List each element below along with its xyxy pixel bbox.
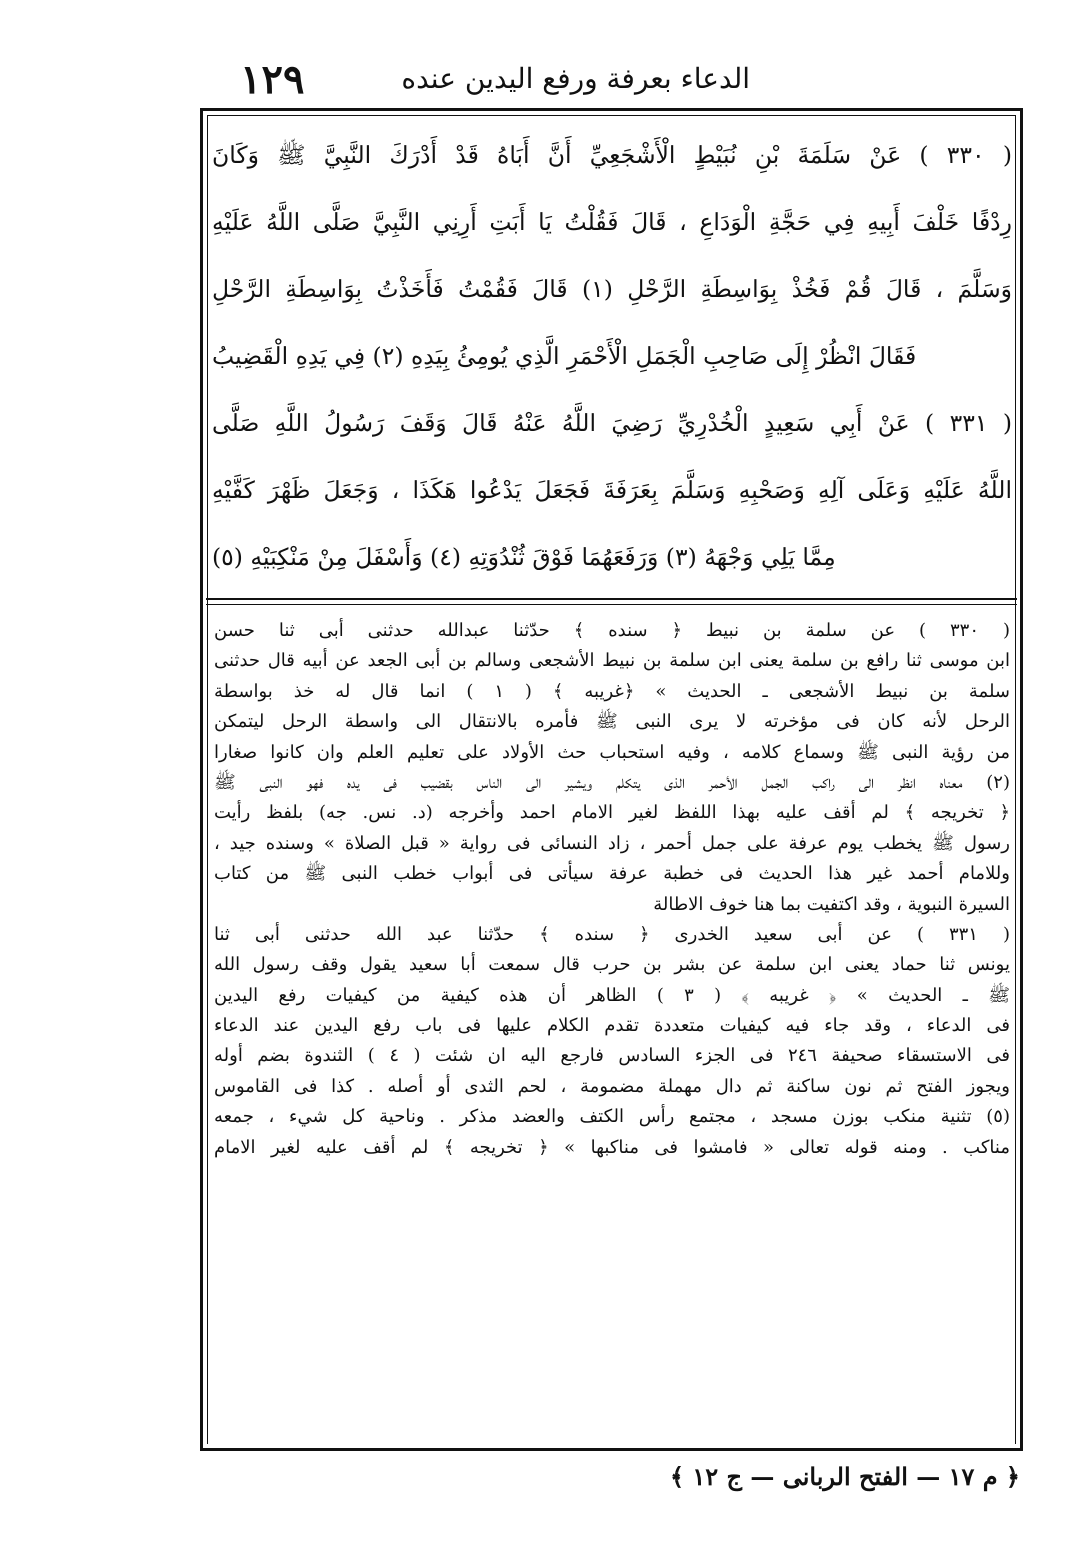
section-divider bbox=[206, 598, 1017, 600]
commentary-line: ﷺ ـ الحديث » ﴿ غريبه ﴾ ( ٣ ) الظاهر أن هذه كيفية من كيفيات رفع اليدين bbox=[214, 984, 1010, 1006]
commentary-line: سلمة بن نبيط الأشجعى ـ الحديث » ﴿غريبه ﴾ ( ١ ) انما قال له خذ بواسطة bbox=[214, 680, 1010, 702]
hadith-line: اللَّهُ عَلَيْهِ وَعَلَى آلِهِ وَصَحْبِهِ وَسَلَّمَ بِعَرَفَةَ فَجَعَلَ يَدْعُوا هَكَذَا ، وَجَعَلَ ظَهْرَ كَفَّيْهِ bbox=[212, 476, 1012, 504]
section-divider-thin bbox=[206, 604, 1017, 605]
commentary-line: ويجوز الفتح ثم نون ساكنة ثم دال مهملة مضمومة ، لحم الثدى أو أصله . كذا فى القاموس bbox=[214, 1075, 1010, 1097]
page-number: ١٢٩ bbox=[240, 56, 305, 103]
page-header bbox=[200, 52, 1030, 112]
commentary-line: ( ٣٣١ ) عن أبى سعيد الخدرى ﴿ سنده ﴾ حدّثنا عبد الله حدثنى أبى ثنا bbox=[214, 923, 1010, 945]
hadith-line: رِدْفًا خَلْفَ أَبِيهِ فِي حَجَّةِ الْوَدَاعِ ، قَالَ فَقُلْتُ يَا أَبَتِ أَرِنِي النَّبِيَّ صَلَّى اللَّهُ عَلَيْهِ bbox=[212, 208, 1012, 236]
commentary-line: (٢) معناه انظر الى راكب الجمل الأحمر الذى يتكلم ويشير الى الناس بقضيب فى يده فهو النبى ﷺ bbox=[214, 771, 1010, 793]
commentary-line: رسول ﷺ يخطب يوم عرفة على جمل أحمر ، زاد النسائى فى رواية « قبل الصلاة » وسنده جيد ، bbox=[214, 832, 1010, 854]
commentary-line: ابن موسى ثنا رافع بن سلمة يعنى ابن سلمة بن نبيط الأشجعى وسالم بن أبى الجعد عن أبيه قال حدثنى bbox=[214, 650, 1010, 672]
commentary-line: ( ٣٣٠ ) عن سلمة بن نبيط ﴿ سنده ﴾ حدّثنا عبدالله حدثنى أبى ثنا حسن bbox=[214, 620, 1010, 641]
commentary-line: فى الاستسقاء صحيفة ٢٤٦ فى الجزء السادس فارجع اليه ان شئت ( ٤ ) الثندوة بضم أوله bbox=[214, 1045, 1010, 1067]
hadith-line: ( ٣٣١ ) عَنْ أَبِي سَعِيدٍ الْخُدْرِيِّ رَضِيَ اللَّهُ عَنْهُ قَالَ وَقَفَ رَسُولُ اللَّهِ صَلَّى bbox=[212, 409, 1012, 437]
hadith-line: وَسَلَّمَ ، قَالَ قُمْ فَخُذْ بِوَاسِطَةِ الرَّحْلِ (١) قَالَ فَقُمْتُ فَأَخَذْتُ بِوَاسِطَةِ الرَّحْلِ bbox=[212, 275, 1012, 303]
running-title: الدعاء بعرفة ورفع اليدين عنده bbox=[401, 62, 750, 95]
hadith-line: مِمَّا يَلِي وَجْهَهُ (٣) وَرَفَعَهُمَا فَوْقَ ثُنْدُوَتِهِ (٤) وَأَسْفَلَ مِنْ مَنْكِبَيْهِ (٥) bbox=[212, 543, 836, 571]
commentary-line: يونس ثنا حماد يعنى ابن سلمة عن بشر بن حرب قال سمعت أبا سعيد يقول وقف رسول الله bbox=[214, 954, 1010, 976]
commentary-line: السيرة النبوية ، وقد اكتفيت بما هنا خوف الاطالة bbox=[653, 893, 1010, 915]
hadith-line: فَقَالَ انْظُرْ إِلَى صَاحِبِ الْجَمَلِ الْأَحْمَرِ الَّذِي يُومِئُ بِيَدِهِ (٢) فِي يَدِهِ الْقَضِيبُ bbox=[212, 342, 917, 370]
commentary-line: (٥) تثنية منكب بوزن مسجد ، مجتمع رأس الكتف والعضد مذكر . وناحية كل شيء ، جمعه bbox=[214, 1106, 1010, 1128]
commentary-line: مناكب . ومنه قوله تعالى « فامشوا فى مناكبها » ﴿ تخريجه ﴾ لم أقف عليه لغير الامام bbox=[214, 1136, 1010, 1158]
page-signature: ﴿ م ١٧ — الفتح الربانى — ج ١٢ ﴾ bbox=[669, 1462, 1020, 1491]
commentary-line: الرحل لأنه كان فى مؤخرته لا يرى النبى ﷺ فأمره بالانتقال الى واسطة الرحل ليتمكن bbox=[214, 711, 1010, 733]
commentary-line: ﴿ تخريجه ﴾ لم أقف عليه بهذا اللفظ لغير الامام احمد وأخرجه (د. نس. جه) بلفظ رأيت bbox=[214, 802, 1010, 824]
commentary-line: من رؤية النبى ﷺ وسماع كلامه ، وفيه استحباب حث الأولاد على تعليم العلم وان كانوا صغارا bbox=[214, 741, 1010, 763]
commentary-line: وللامام أحمد غير هذا الحديث فى خطبة عرفة سيأتى فى أبواب خطب النبى ﷺ من كتاب bbox=[214, 863, 1010, 885]
hadith-text bbox=[212, 122, 1012, 592]
commentary-line: فى الدعاء ، وقد جاء فيه كيفيات متعددة تقدم الكلام عليها فى باب رفع اليدين عند الدعاء bbox=[214, 1015, 1010, 1037]
hadith-line: ( ٣٣٠ ) عَنْ سَلَمَةَ بْنِ نُبَيْطٍ الْأَشْجَعِيِّ أَنَّ أَبَاهُ قَدْ أَدْرَكَ النَّبِيَّ ﷺ وَكَانَ bbox=[212, 141, 1012, 169]
commentary-text bbox=[214, 616, 1010, 1446]
